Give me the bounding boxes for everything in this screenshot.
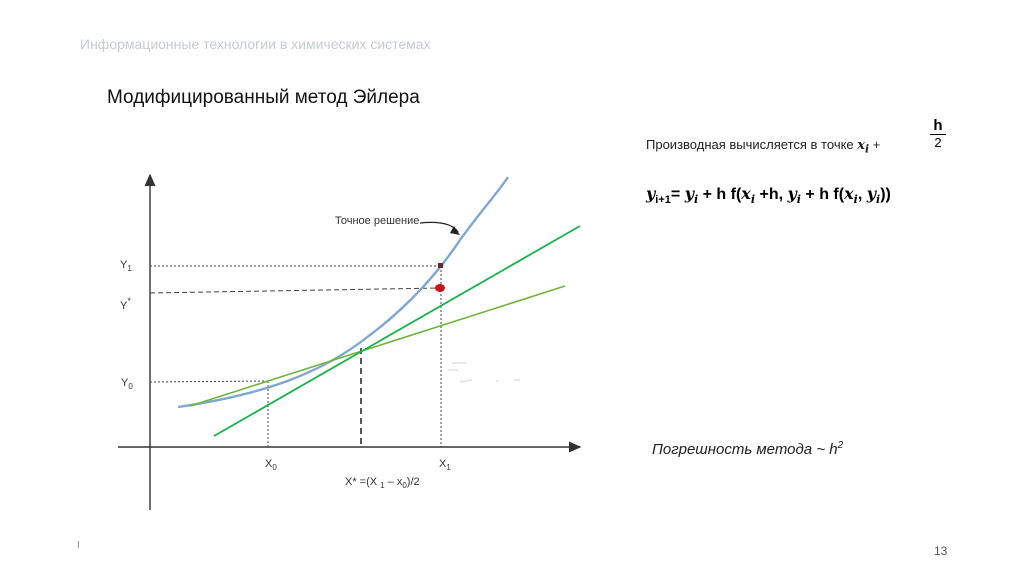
- xstar-mid: – x: [384, 476, 403, 488]
- x0-label-main: X: [265, 458, 273, 470]
- formula-part: i: [750, 193, 756, 207]
- ystar-point: [435, 284, 445, 292]
- formula-part: y: [646, 184, 656, 203]
- slide-title: Модифицированный метод Эйлера: [107, 87, 420, 108]
- formula-part: x: [741, 184, 751, 203]
- method-error-text: Погрешность метода ~ h: [652, 441, 838, 458]
- y0-label-sub: 0: [128, 382, 133, 391]
- x0-label: [265, 458, 277, 472]
- x1-label: [439, 458, 451, 472]
- formula-part: y: [684, 184, 694, 203]
- x1-label-main: X: [439, 458, 447, 470]
- exact-solution-curve: [178, 177, 508, 407]
- xstar-post: )/2: [406, 476, 420, 488]
- scan-artefact: [448, 363, 520, 382]
- formula-part: )): [880, 186, 891, 203]
- derivative-note-text: Производная вычисляется в точке: [646, 137, 858, 152]
- y1-point: [438, 263, 443, 268]
- formula-part: i: [694, 193, 699, 207]
- derivative-note-plus: +: [869, 137, 881, 152]
- xstar-sub2: 0: [402, 481, 407, 490]
- exact-solution-pointer-head: [450, 226, 460, 235]
- exact-solution-label: Точное решение: [335, 215, 420, 227]
- y1-label-main: Y: [120, 259, 128, 271]
- y0-guide-line: [150, 381, 268, 382]
- formula-part: i+1: [655, 194, 671, 207]
- formula-part: i: [796, 193, 801, 207]
- fraction-denominator: 2: [934, 135, 942, 150]
- x0-label-sub: 0: [272, 463, 277, 472]
- method-error-note: [652, 440, 843, 458]
- ystar-label-sup: *: [127, 296, 131, 306]
- y0-label-main: Y: [121, 377, 129, 389]
- fraction-numerator: h: [933, 117, 943, 134]
- formula-part: +h,: [755, 186, 788, 203]
- y1-label: [120, 259, 132, 273]
- formula-part: i: [853, 193, 858, 207]
- method-error-exponent: 2: [837, 440, 844, 451]
- formula-part: x: [844, 184, 854, 203]
- y1-label-sub: 1: [127, 264, 132, 273]
- xstar-pre: X* =(X: [345, 476, 381, 488]
- header-title: Информационные технологии в химических системах: [80, 36, 431, 52]
- ystar-guide-line: [150, 288, 440, 293]
- xstar-formula-label: [345, 476, 420, 490]
- formula-part: y: [787, 184, 797, 203]
- formula-part: + h f(: [698, 186, 742, 203]
- footer-mark: I: [77, 540, 80, 551]
- formula-part: + h f(: [800, 186, 845, 203]
- ystar-label-main: Y: [120, 300, 128, 312]
- y0-label: [121, 377, 133, 391]
- formula-part: y: [866, 184, 876, 203]
- x1-label-sub: 1: [446, 463, 451, 472]
- formula-part: =: [670, 186, 685, 203]
- page-number: 13: [934, 544, 948, 558]
- xstar-sub1: 1: [380, 481, 385, 490]
- formula-part: ,: [857, 186, 867, 203]
- derivative-note-var: x: [857, 138, 866, 153]
- formula-part: i: [876, 193, 881, 207]
- derivative-note-sub: i: [865, 142, 870, 156]
- tangent-line-start: [190, 286, 565, 406]
- tangent-line-midpoint: [214, 226, 580, 436]
- ystar-label: [120, 296, 131, 312]
